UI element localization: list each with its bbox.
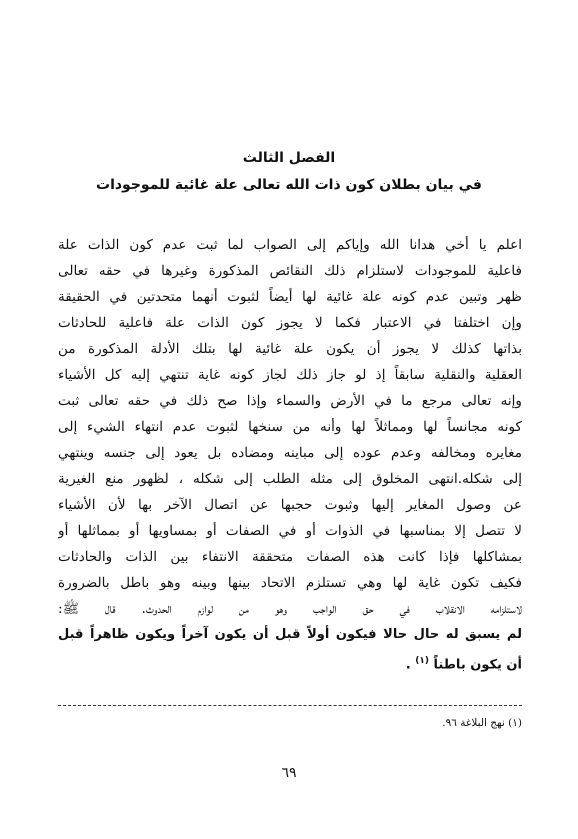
body-line: فاعلية للموجودات لاستلزام ذلك النقائص المذكورة وغيرها في حقه تعالى: [58, 263, 522, 279]
body-line: إلى شكله.انتهى المخلوق إلى مثله الطلب إلى شكله ، لظهور منع الغيرية: [58, 471, 522, 487]
body-text: [58, 232, 522, 674]
quote-line-end: [58, 648, 522, 674]
body-line: وإنه تعالى مرجع ما في الأرض والسماء وإذا صح ذلك في حقه تعالى ثبت: [58, 393, 522, 409]
quote-text: أن يكون باطناً: [433, 657, 522, 673]
body-line: اعلم يا أخي هدانا الله وإياكم إلى الصواب لما ثبت عدم كون الذات علة: [58, 237, 522, 253]
body-line: بذاتها كذلك لا يجوز أن يكون علة غائية لها بتلك الأدلة المذكورة من: [58, 341, 522, 357]
body-line: ظهر وتبين عدم كونه علة غائية لها أيضاً لثبوت أنهما متحدتين في الحقيقة: [58, 289, 522, 305]
body-line: بمشاكلها فإذا كانت هذه الصفات متحققة الانتفاء بين الذات والحادثات: [58, 549, 522, 565]
quote-line: لم يسبق له حال حالا فيكون أولاً قبل أن يكون آخراً ويكون ظاهراً قبل: [58, 627, 522, 642]
quote-period: .: [405, 657, 411, 673]
body-line: لا تتصل إلا بمناسبها في الذوات أو في الصفات أو بمساويها أو بمماثلها أو: [58, 523, 522, 539]
footnote-marker: (١): [415, 656, 429, 666]
body-line: كونه مجانساً لها ومماثلاً لها وأنه من سنخها لثبوت عدم انتهاء الشيء إلى: [58, 419, 522, 435]
footnote: (١) نهج البلاغة ٩٦.: [442, 717, 522, 729]
body-line: فكيف تكون غاية لها وهي تستلزم الاتحاد بينها وبينه وهو باطل بالضرورة: [58, 575, 522, 591]
body-line: وإن اختلفتا في الاعتبار فكما لا يجوز كون الذات علة فاعلية للحادثات: [58, 315, 522, 331]
chapter-subtitle: في بيان بطلان كون ذات الله تعالى علة غائية للموجودات: [96, 177, 482, 193]
footnote-divider: [58, 705, 522, 706]
body-line: مغايره ومخالفه وعدم عوده إلى مباينه ومضاده بل يعود إلى جنسه وينتهي: [58, 445, 522, 461]
body-line: لاستلزامه الانقلاب في حق الواجب وهو من لوازم الحدوث. قال ﷺ:: [58, 601, 522, 617]
page-number: ٦٩: [281, 765, 297, 781]
chapter-title: الفصل الثالث: [242, 150, 336, 166]
body-line: عن وصول المغاير إليها وثبوت حجبها عن اتصال الآخر بها لأن الأشياء: [58, 497, 522, 513]
body-line: العقلية والنقلية سابقاً إذ لو جاز ذلك لجاز كونه غاية تنتهي إليه كل الأشياء: [58, 367, 522, 383]
